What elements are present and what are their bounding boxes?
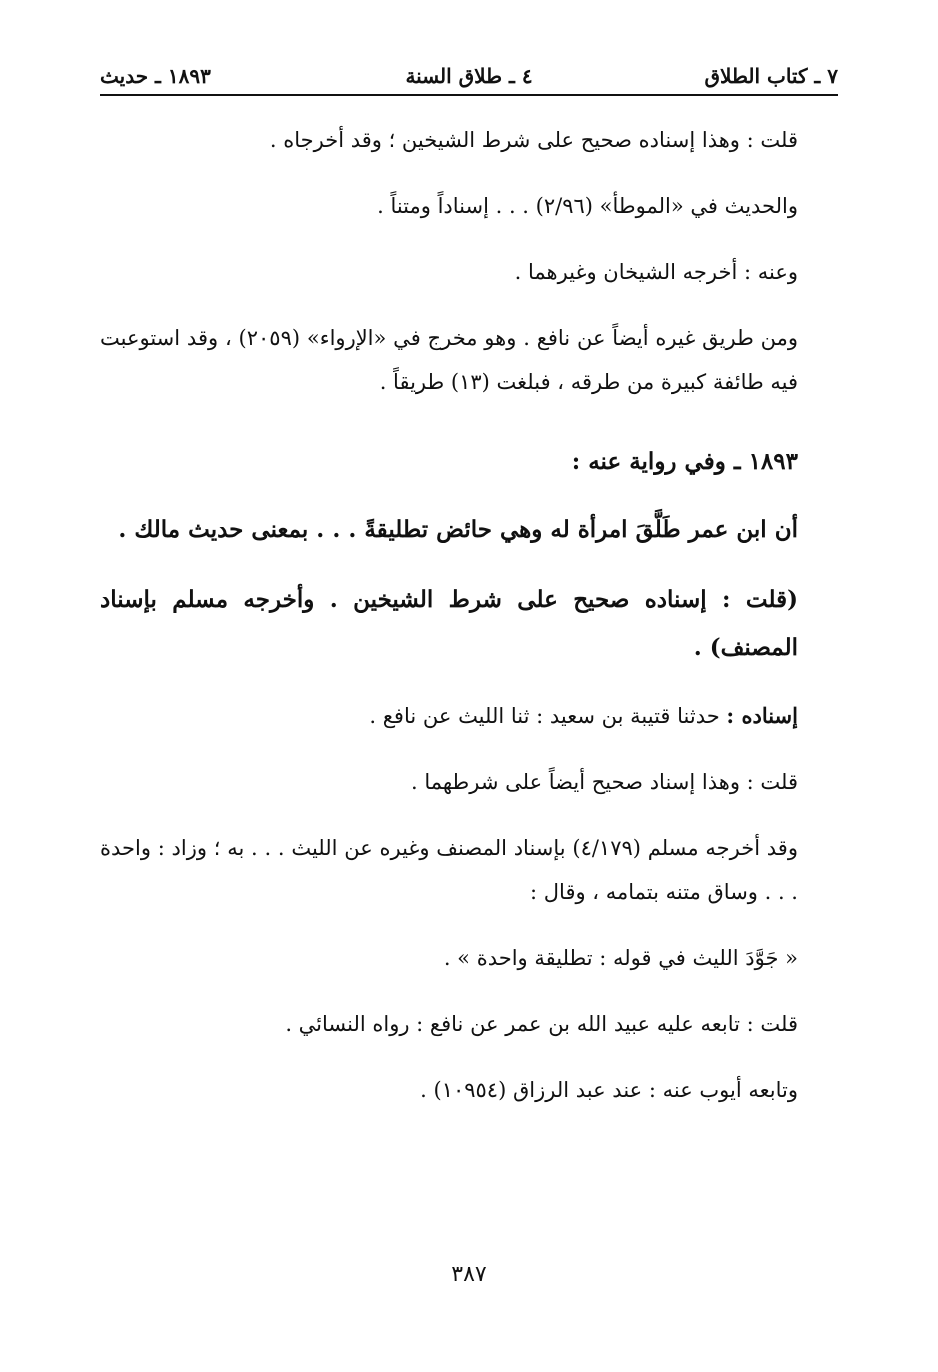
main-text [100,118,838,1134]
paragraph-11: قلت : تابعه عليه عبيد الله بن عمر عن نافع : رواه النسائي . [285,1012,798,1036]
hadith-grading: (قلت : إسناده صحيح على شرط الشيخين . وأخرجه مسلم بإسناد المصنف) . [100,586,798,661]
hadith-text: أن ابن عمر طَلَّقَ امرأة له وهي حائض تطليقةً . . . بمعنى حديث مالك . [118,516,798,543]
paragraph-3: وعنه : أخرجه الشيخان وغيرهما . [514,260,798,284]
running-header [100,60,838,96]
paragraph-quote: « جَوَّدَ الليث في قوله : تطليقة واحدة » . [443,946,798,970]
paragraph-8: قلت : وهذا إسناد صحيح أيضاً على شرطهما . [410,770,798,794]
paragraph-1: قلت : وهذا إسناده صحيح على شرط الشيخين ؛ وقد أخرجاه . [269,128,798,152]
page-number: ٣٨٧ [451,1262,487,1287]
header-chapter-title: ٤ ـ طلاق السنة [405,64,533,88]
paragraph-9: وقد أخرجه مسلم (٤/١٧٩) بإسناد المصنف وغيره عن الليث . . . به ؛ وزاد : واحدة . . . وساق متنه بتمامه ، وقال : [100,836,798,904]
paragraph-2: والحديث في «الموطأ» (٢/٩٦) . . . إسناداً ومتناً . [377,194,798,218]
isnad-text: حدثنا قتيبة بن سعيد : ثنا الليث عن نافع . [369,704,727,728]
paragraph-4: ومن طريق غيره أيضاً عن نافع . وهو مخرج في «الإرواء» (٢٠٥٩) ، وقد استوعبت فيه طائفة كبيرة من طرقه ، فبلغت (١٣) طريقاً . [100,326,798,394]
paragraph-12: وتابعه أيوب عنه : عند عبد الرزاق (١٠٩٥٤) . [420,1078,798,1102]
header-book-title: ٧ ـ كتاب الطلاق [704,64,838,88]
header-hadith-number: ١٨٩٣ ـ حديث [100,64,211,88]
hadith-heading: ١٨٩٣ ـ وفي رواية عنه : [571,448,798,475]
paragraph-isnad [100,694,838,738]
isnad-label: إسناده : [726,703,798,728]
